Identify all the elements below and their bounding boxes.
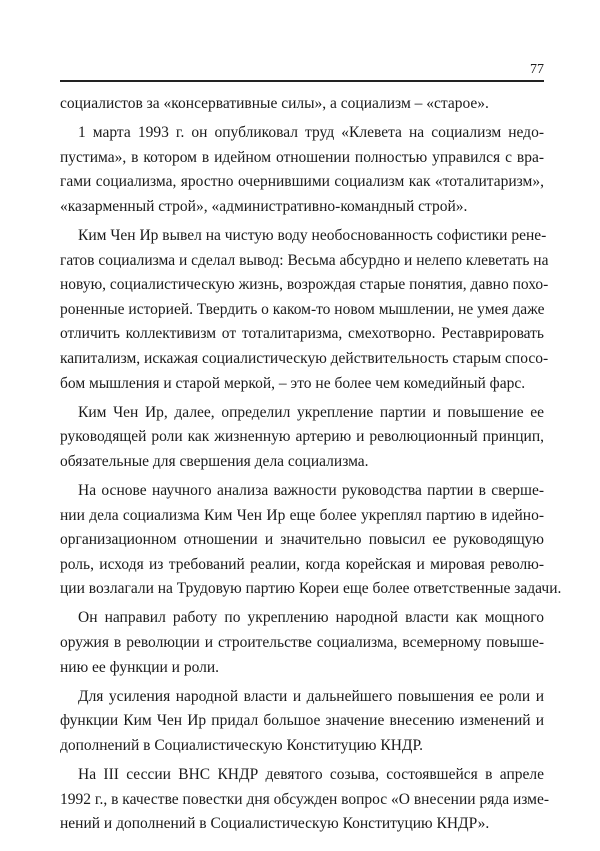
text-line: организационном отношении и значительно повысил ее руководящую (60, 531, 544, 549)
text-line: гатов социализма и сделал вывод: Весьма абсурдно и нелепо клеветать на (60, 251, 549, 269)
body-text (60, 92, 562, 837)
paragraph (60, 685, 544, 759)
text-line: обязательные для свершения дела социализма. (60, 452, 369, 470)
text-line: руководящей роли как жизненную артерию и революционный принцип, (60, 428, 544, 446)
text-line: новую, социалистическую жизнь, возрождая старые понятия, давно похо- (60, 276, 549, 294)
text-line: Для усиления народной власти и дальнейшего повышения ее роли и (78, 687, 544, 705)
text-line: Ким Чен Ир вывел на чистую воду необоснованность софистики ренe- (78, 226, 547, 244)
text-line: нии дела социализма Ким Чен Ир еще более укреплял партию в идейно- (60, 506, 544, 524)
page-number: 77 (530, 62, 544, 77)
paragraph (60, 479, 562, 602)
text-line: ции возлагали на Трудовую партию Кореи еще более ответственные задачи. (60, 580, 562, 598)
text-line: бом мышления и старой меркой, – это не более чем комедийный фарс. (60, 374, 526, 392)
text-line: роненные историей. Твердить о каком-то новом мышлении, не умея даже (60, 300, 545, 318)
text-line: социалистов за «консервативные силы», а социализм – «старое». (60, 95, 489, 112)
paragraph (60, 401, 544, 475)
text-line: капитализм, искажая социалистическую действительность старым спосо- (60, 349, 549, 367)
text-line: На III сессии ВНС КНДР девятого созыва, состоявшейся в апреле (78, 765, 544, 783)
text-line: оружия в революции и строительстве социализма, всемерному повыше- (60, 633, 544, 651)
text-line: нений и дополнений в Социалистическую Конституцию КНДР». (60, 815, 490, 833)
paragraph (60, 224, 549, 396)
text-line: роль, исходя из требований реалии, когда корейская и мировая револю- (60, 555, 544, 573)
paragraph (60, 121, 544, 219)
paragraph (60, 92, 544, 117)
text-line: гами социализма, яростно очернившими социализм как «тоталитаризм», (60, 173, 544, 191)
paragraph (60, 606, 544, 680)
text-line: «казарменный строй», «административно-командный строй». (60, 197, 468, 215)
text-line: 1 марта 1993 г. он опубликовал труд «Клевета на социализм недо- (78, 124, 544, 142)
paragraph (60, 763, 550, 837)
text-line: Он направил работу по укреплению народной власти как мощного (78, 609, 544, 627)
text-line: отличить коллективизм от тоталитаризма, смехотворно. Реставрировать (60, 325, 544, 343)
header-rule (60, 80, 544, 82)
text-line: 1992 г., в качестве повестки дня обсужден вопрос «О внесении ряда изме- (60, 790, 550, 808)
text-line: функции Ким Чен Ир придал большое значение внесению изменений и (60, 712, 544, 730)
text-line: На основе научного анализа важности руководства партии в сверше- (78, 481, 544, 499)
text-line: нию ее функции и роли. (60, 658, 220, 676)
text-line: дополнений в Социалистическую Конституцию КНДР. (60, 736, 424, 754)
text-line: Ким Чен Ир, далее, определил укрепление партии и повышение ее (78, 403, 544, 421)
text-line: пустима», в котором в идейном отношении полностью управился с вра- (60, 148, 544, 166)
